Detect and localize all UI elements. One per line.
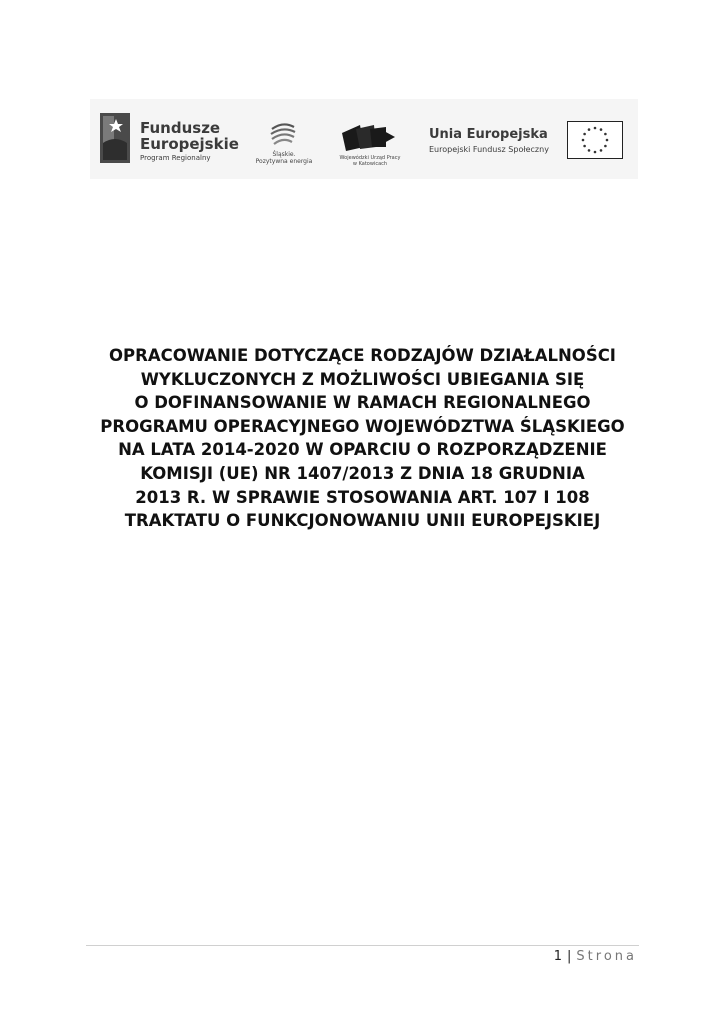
ue-logo-text <box>429 127 549 154</box>
page-label: Strona <box>576 949 637 964</box>
title-line: 2013 R. W SPRAWIE STOSOWANIA ART. 107 I 108 <box>135 487 590 507</box>
title-line: O DOFINANSOWANIE W RAMACH REGIONALNEGO <box>134 393 591 413</box>
footer-divider <box>86 945 639 946</box>
title-line: TRAKTATU O FUNKCJONOWANIU UNII EUROPEJSKIEJ <box>124 511 601 531</box>
page-footer <box>554 949 637 964</box>
title-line: WYKLUCZONYCH Z MOŻLIWOŚCI UBIEGANIA SIĘ <box>140 369 585 389</box>
slaskie-logo-text <box>254 151 314 165</box>
fundusze-europejskie-logo-icon <box>100 113 130 163</box>
eu-flag-icon <box>567 121 623 159</box>
wup-logo-text <box>335 155 405 167</box>
page-number: 1 <box>553 949 563 964</box>
slaskie-logo-icon <box>268 119 298 149</box>
wup-logo-icon <box>340 121 396 153</box>
wup-line2: w Katowicach <box>352 161 388 167</box>
title-line: NA LATA 2014-2020 W OPARCIU O ROZPORZĄDZENIE <box>118 440 607 460</box>
fundusze-europejskie-logo-text <box>140 121 239 162</box>
logo-bar <box>90 99 638 179</box>
slaskie-line2: Pozytywna energia <box>255 158 313 166</box>
fundusze-title-line2: Europejskie <box>140 134 239 153</box>
title-line: PROGRAMU OPERACYJNEGO WOJEWÓDZTWA ŚLĄSKIEGO <box>100 416 625 436</box>
footer-separator: | <box>567 949 572 964</box>
slaskie-line1: Śląskie. <box>272 151 296 158</box>
wup-line1: Wojewódzki Urząd Pracy <box>339 155 401 161</box>
title-line: OPRACOWANIE DOTYCZĄCE RODZAJÓW DZIAŁALNOŚCI <box>109 346 616 365</box>
ue-title: Unia Europejska <box>429 127 548 142</box>
fundusze-subtitle: Program Regionalny <box>140 153 211 162</box>
ue-subtitle: Europejski Fundusz Społeczny <box>429 145 549 154</box>
fundusze-title-line1: Fundusze <box>140 119 221 137</box>
title-line: KOMISJI (UE) NR 1407/2013 Z DNIA 18 GRUDNIA <box>140 463 585 483</box>
document-title <box>70 344 655 533</box>
